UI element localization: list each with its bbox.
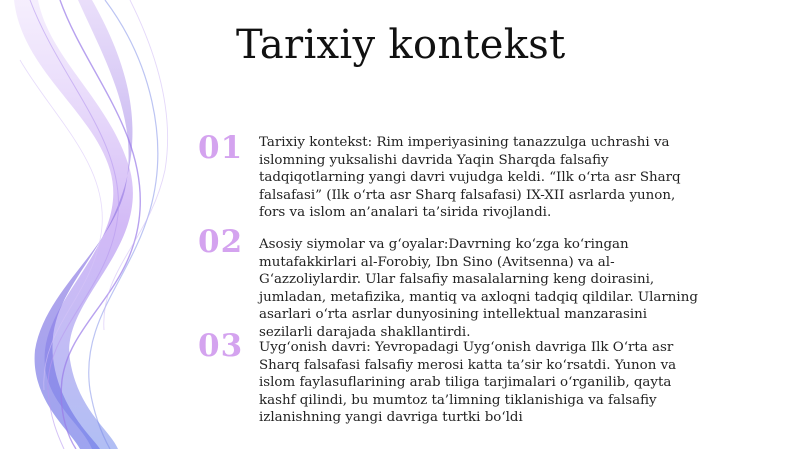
item-number-03: 03 xyxy=(198,328,244,364)
item-text-01: Tarixiy kontekst: Rim imperiyasining tanazzulga uchrashi va islomning yuksalishi davrida Yaqin Sharqda falsafiy tadqiqotlarning yangi davri vujudga keldi. “Ilk o‘rta asr Sharq falsafasi” (Ilk o‘rta asr Sharq falsafasi) IX-XII asrlarda yunon, fors va islom an’analari ta’sirida rivojlandi. xyxy=(259,135,681,221)
slide-title: Tarixiy kontekst xyxy=(236,22,566,68)
item-number-02: 02 xyxy=(198,224,244,260)
decorative-ribbon xyxy=(0,0,200,449)
item-text-03: Uyg‘onish davri: Yevropadagi Uyg‘onish davriga Ilk O‘rta asr Sharq falsafasi falsafiy merosi katta ta’sir ko‘rsatdi. Yunon va islom faylasuflarining arab tiliga tarjimalari o‘rganilib, qayta kashf qilindi, bu mumtoz ta’limning tiklanishiga va falsafiy izlanishning yangi davriga turtki bo‘ldi xyxy=(259,340,677,426)
item-text-02: Asosiy siymolar va g‘oyalar:Davrning ko‘zga ko‘ringan mutafakkirlari al-Forobiy, Ibn Sino (Avitsenna) va al-G‘azzoliylardir. Ular falsafiy masalalarning keng doirasini, jumladan, metafizika, mantiq va axloqni tadqiq qildilar. Ularning asarlari o‘rta asrlar dunyosining intellektual manzarasini sezilarli darajada shakllantirdi. xyxy=(259,237,698,340)
item-number-01: 01 xyxy=(198,130,244,166)
